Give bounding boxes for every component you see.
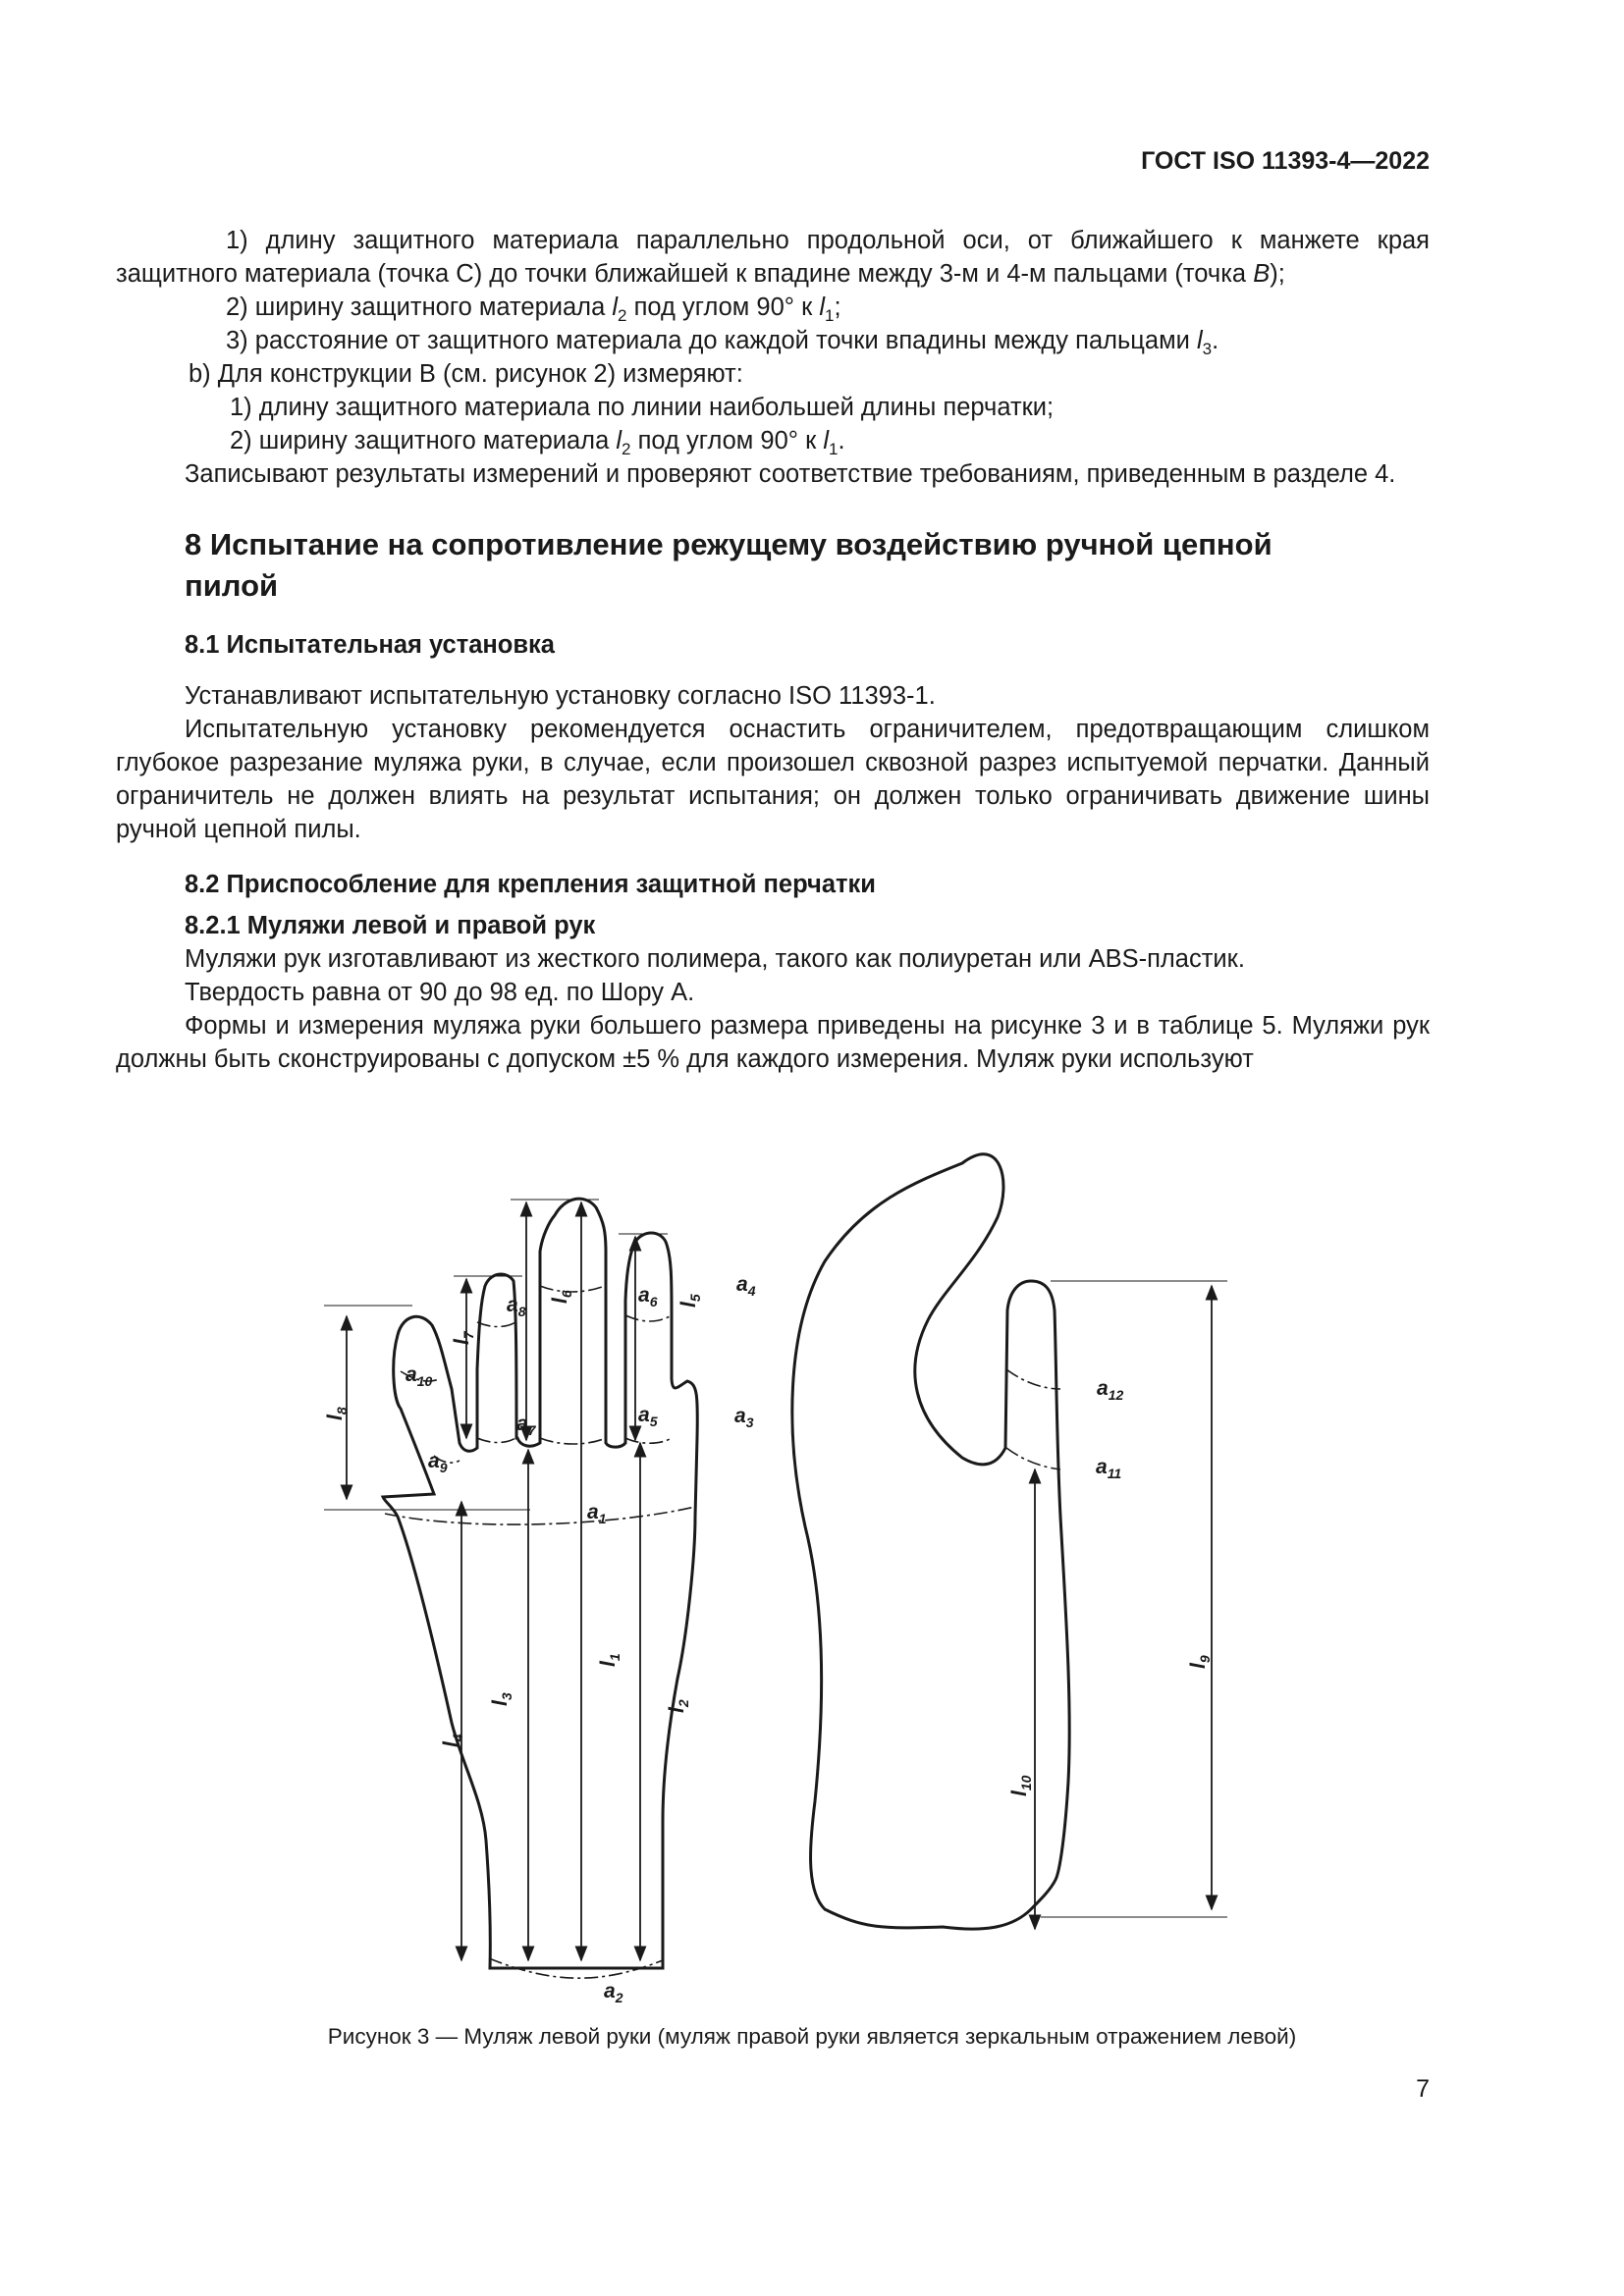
- subsection-8-2-1-paragraph-1: Муляжи рук изготавливают из жесткого полимера, такого как полиуретан или ABS-пластик.: [185, 945, 1245, 973]
- figure-caption: Рисунок 3 — Муляж левой руки (муляж правой руки является зеркальным отражением левой): [327, 2024, 1297, 2049]
- left-hand-outline: [383, 1199, 697, 1968]
- label-a11: $a_{11}$: [1096, 1456, 1122, 1481]
- circumference-labels: [406, 1273, 1123, 2005]
- section-8-title: 8 Испытание на сопротивление режущему воздействию ручной цепной пилой: [185, 527, 1272, 603]
- label-a5: $a_5$: [638, 1404, 658, 1429]
- figure-3-hand-dummy: [275, 1114, 1483, 2012]
- subsection-8-2-title: 8.2 Приспособление для крепления защитной перчатки: [185, 871, 876, 898]
- subsection-8-1-title: 8.1 Испытательная установка: [185, 631, 555, 659]
- list-a-item-1: 1) длину защитного материала параллельно продольной оси, от ближайшего к манжете края защитного материала (точка С) до точки ближайшей к впадине между 3-м и 4-м пальцами (точка B);: [116, 227, 1430, 288]
- label-l3: $l_3$: [489, 1692, 514, 1706]
- label-a8: $a_8$: [507, 1294, 526, 1319]
- label-a2: $a_2$: [604, 1980, 623, 2005]
- list-b-item-2: 2) ширину защитного материала $l_2$ под углом 90° к $l_1$.: [230, 427, 845, 458]
- page-header-standard: ГОСТ ISO 11393-4—2022: [1141, 147, 1430, 175]
- length-labels: [324, 1290, 1213, 1796]
- right-hand-profile-outline: [792, 1154, 1069, 1929]
- list-b-intro: b) Для конструкции В (см. рисунок 2) измеряют:: [189, 360, 743, 388]
- label-l2: $l_2$: [666, 1699, 691, 1713]
- document-body: [116, 224, 1430, 1076]
- list-a-item-3: 3) расстояние от защитного материала до каждой точки впадины между пальцами $l_3$.: [226, 327, 1219, 358]
- subsection-8-2-1-paragraph-2: Твердость равна от 90 до 98 ед. по Шору А.: [185, 979, 695, 1006]
- label-l10: $l_{10}$: [1008, 1775, 1034, 1796]
- label-a9: $a_9$: [428, 1450, 448, 1475]
- label-l1: $l_1$: [597, 1653, 623, 1667]
- records-paragraph: Записывают результаты измерений и проверяют соответствие требованиям, приведенным в разделе 4.: [185, 460, 1396, 488]
- list-b-item-1: 1) длину защитного материала по линии наибольшей длины перчатки;: [230, 394, 1055, 421]
- circumference-lines: [385, 1286, 1060, 1978]
- label-a1: $a_1$: [587, 1501, 607, 1526]
- label-l7: $l_7$: [451, 1331, 476, 1345]
- label-a10: $a_{10}$: [406, 1363, 433, 1389]
- subsection-8-2-1-title: 8.2.1 Муляжи левой и правой рук: [185, 912, 596, 939]
- label-l9: $l_9$: [1187, 1655, 1213, 1669]
- list-a-item-2: 2) ширину защитного материала $l_2$ под углом 90° к $l_1$;: [226, 294, 841, 325]
- hand-drawing: [275, 1114, 1483, 2012]
- page-number: 7: [1416, 2075, 1430, 2103]
- label-l6: $l_6$: [549, 1290, 574, 1304]
- label-a4: $a_4$: [736, 1273, 756, 1299]
- subsection-8-1-paragraph-2: Испытательную установку рекомендуется оснастить ограничителем, предотвращающим слишком глубокое разрезание муляжа руки, в случае, если произошел сквозной разрез испытуемой перчатки. Данный ограничитель не должен влиять на результат испытания; он должен только ограничивать движение шины ручной цепной пилы.: [116, 716, 1430, 843]
- label-a6: $a_6$: [638, 1284, 658, 1309]
- label-l8: $l_8$: [324, 1407, 350, 1420]
- length-dimension-lines: [324, 1200, 1227, 1960]
- label-a7: $a_7$: [516, 1413, 536, 1438]
- label-l4: $l_4$: [440, 1734, 465, 1747]
- label-a3: $a_3$: [734, 1405, 754, 1430]
- subsection-8-1-paragraph-1: Устанавливают испытательную установку согласно ISO 11393-1.: [185, 682, 936, 710]
- label-a12: $a_{12}$: [1097, 1377, 1124, 1403]
- label-l5: $l_5$: [677, 1294, 703, 1308]
- subsection-8-2-1-paragraph-3: Формы и измерения муляжа руки большего размера приведены на рисунке 3 и в таблице 5. Муляжи рук должны быть сконструированы с допуском ±5 % для каждого измерения. Муляж руки используют: [116, 1012, 1430, 1073]
